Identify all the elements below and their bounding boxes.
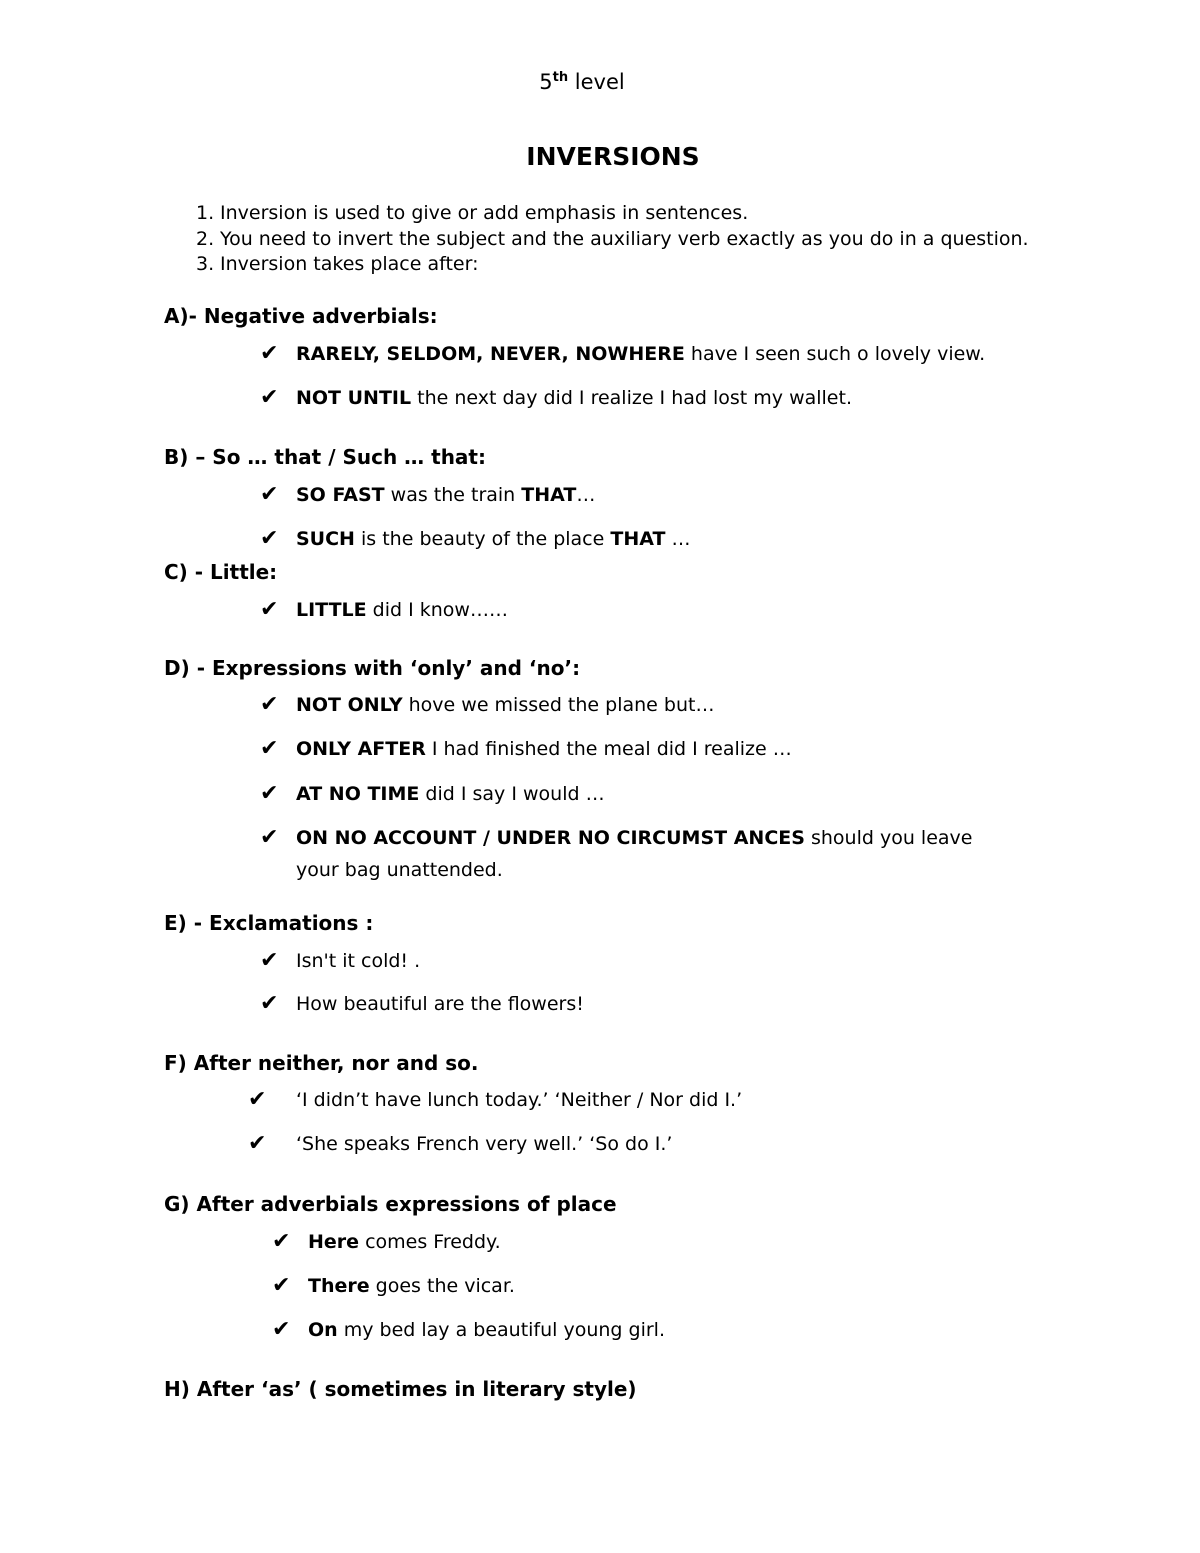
list-item: [260, 597, 508, 622]
list-item: [248, 1131, 672, 1156]
intro-text: You need to invert the subject and the auxiliary verb exactly as you do in a question.: [220, 228, 1029, 250]
item-keyword-2: THAT: [521, 484, 577, 506]
section-heading-g: G) After adverbials expressions of place: [164, 1192, 617, 1216]
list-item: [272, 1229, 501, 1254]
list-item: [260, 948, 420, 973]
section-heading-h: H) After ‘as’ ( sometimes in literary style): [164, 1377, 637, 1401]
checkmark-icon: ✔: [260, 781, 279, 806]
checkmark-icon: ✔: [260, 385, 279, 410]
item-keyword: NOT UNTIL: [296, 387, 412, 409]
intro-text: Inversion is used to give or add emphasis in sentences.: [220, 202, 749, 224]
section-heading-c: C) - Little:: [164, 560, 278, 584]
item-text: Isn't it cold! .: [296, 950, 421, 972]
item-text: did I say I would …: [419, 783, 605, 805]
list-item: [260, 781, 605, 806]
list-item: [272, 1317, 665, 1342]
checkmark-icon: ✔: [248, 1087, 267, 1112]
section-heading-d: D) - Expressions with ‘only’ and ‘no’:: [164, 656, 581, 680]
intro-item: [196, 228, 1029, 250]
item-keyword: SUCH: [296, 528, 355, 550]
section-heading-e: E) - Exclamations :: [164, 911, 374, 935]
item-continuation: your bag unattended.: [296, 859, 503, 881]
checkmark-icon: ✔: [260, 736, 279, 761]
intro-item: [196, 202, 748, 224]
checkmark-icon: ✔: [260, 692, 279, 717]
level-word: level: [574, 70, 625, 94]
intro-number: 3.: [196, 253, 215, 275]
item-keyword: There: [308, 1275, 370, 1297]
item-keyword: LITTLE: [296, 599, 367, 621]
item-keyword: ON NO ACCOUNT / UNDER NO CIRCUMST ANCES: [296, 827, 805, 849]
item-keyword: RARELY, SELDOM, NEVER, NOWHERE: [296, 343, 685, 365]
list-item: [260, 736, 792, 761]
level-label: [0, 70, 1164, 94]
checkmark-icon: ✔: [260, 825, 279, 850]
intro-number: 1.: [196, 202, 215, 224]
list-item: [260, 341, 985, 366]
checkmark-icon: ✔: [272, 1229, 291, 1254]
level-number: 5: [539, 70, 553, 94]
item-text-2: …: [576, 484, 596, 506]
checkmark-icon: ✔: [260, 482, 279, 507]
item-keyword: AT NO TIME: [296, 783, 420, 805]
list-item: [260, 482, 595, 507]
checkmark-icon: ✔: [272, 1317, 291, 1342]
item-text: did I know……: [366, 599, 508, 621]
intro-number: 2.: [196, 228, 215, 250]
checkmark-icon: ✔: [260, 597, 279, 622]
item-text: the next day did I realize I had lost my wallet.: [411, 387, 852, 409]
checkmark-icon: ✔: [260, 526, 279, 551]
checkmark-icon: ✔: [272, 1273, 291, 1298]
section-heading-b: B) – So … that / Such … that:: [164, 445, 486, 469]
section-heading-f: F) After neither, nor and so.: [164, 1051, 479, 1075]
list-item: [260, 385, 852, 410]
list-item: [248, 1087, 742, 1112]
intro-item: [196, 253, 479, 275]
item-keyword: SO FAST: [296, 484, 385, 506]
checkmark-icon: ✔: [260, 341, 279, 366]
intro-text: Inversion takes place after:: [220, 253, 479, 275]
list-item: [260, 692, 714, 717]
item-text-2: …: [665, 528, 691, 550]
list-item: [260, 991, 584, 1016]
list-item: [260, 825, 972, 850]
list-item: [272, 1273, 515, 1298]
checkmark-icon: ✔: [248, 1131, 267, 1156]
item-keyword: On: [308, 1319, 338, 1341]
page-title: INVERSIONS: [526, 142, 700, 171]
item-text: ‘I didn’t have lunch today.’ ‘Neither / Nor did I.’: [296, 1089, 743, 1111]
list-item: [260, 526, 690, 551]
item-text: comes Freddy.: [359, 1231, 501, 1253]
checkmark-icon: ✔: [260, 948, 279, 973]
item-text: I had finished the meal did I realize …: [425, 738, 792, 760]
level-superscript: th: [552, 70, 569, 85]
section-heading-a: A)- Negative adverbials:: [164, 304, 438, 328]
item-text: have I seen such o lovely view.: [684, 343, 986, 365]
item-text: ‘She speaks French very well.’ ‘So do I.’: [296, 1133, 673, 1155]
item-text: my bed lay a beautiful young girl.: [337, 1319, 665, 1341]
item-keyword: ONLY AFTER: [296, 738, 426, 760]
item-text: goes the vicar.: [369, 1275, 515, 1297]
item-text: is the beauty of the place: [354, 528, 611, 550]
item-keyword-2: THAT: [610, 528, 666, 550]
item-text: How beautiful are the flowers!: [296, 993, 584, 1015]
checkmark-icon: ✔: [260, 991, 279, 1016]
item-text: should you leave: [804, 827, 973, 849]
item-text: was the train: [384, 484, 522, 506]
item-keyword: Here: [308, 1231, 360, 1253]
item-keyword: NOT ONLY: [296, 694, 403, 716]
item-text: hove we missed the plane but…: [402, 694, 715, 716]
